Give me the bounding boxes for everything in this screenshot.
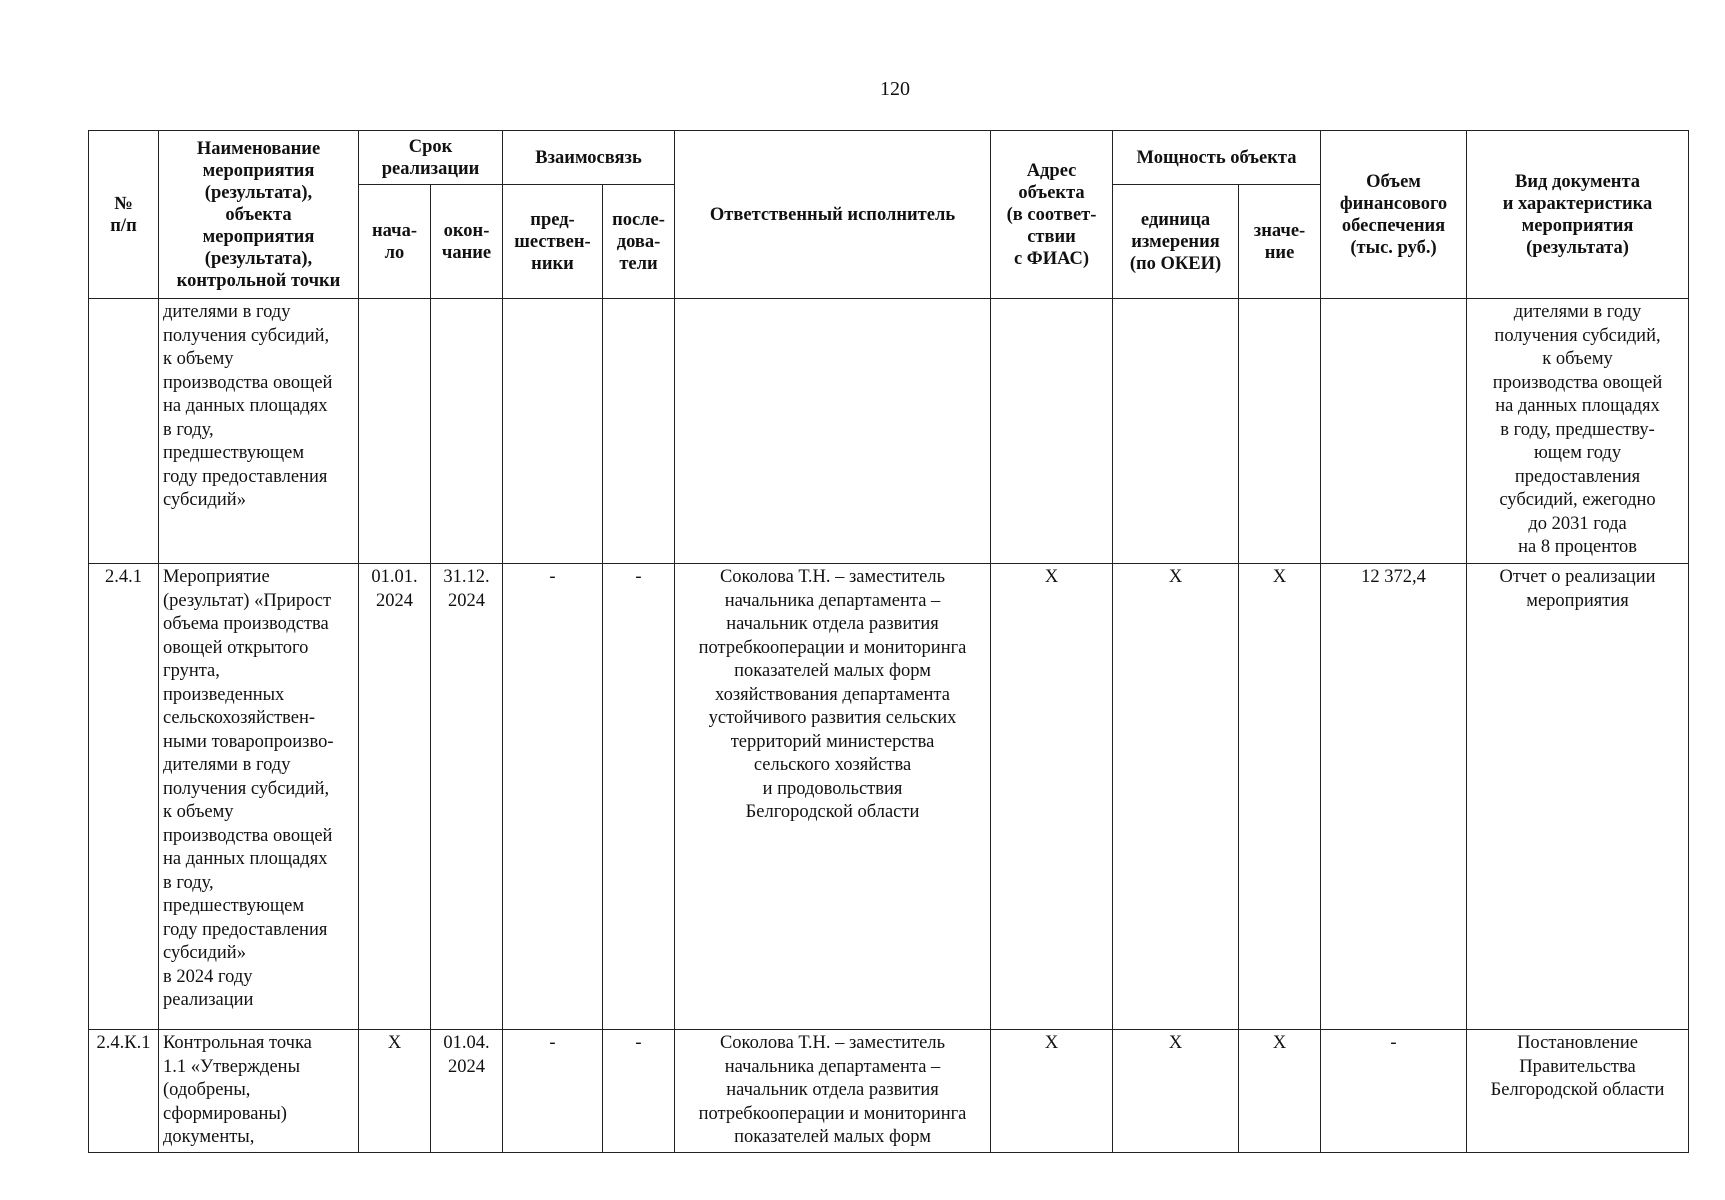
cell-executor: Соколова Т.Н. – заместитель начальника департамента – начальник отдела развития потребкооперации и мониторинга показателей малых форм хозяйствования департамента устойчивого развития сельских территорий министерства сельского хозяйства и продовольствия Белгородской области (675, 564, 991, 1030)
header-number: № п/п (89, 131, 159, 299)
cell-value: X (1239, 564, 1321, 1030)
cell-name: Мероприятие (результат) «Прирост объема производства овощей открытого грунта, произведенных сельскохозяйствен- ными товаропроизво- дителями в году получения субсидий, к объему производства овощей на данных площадях в году, предшествующем году предоставления субсидий» в 2024 году реализации (159, 564, 359, 1030)
cell-successors: - (603, 1030, 675, 1153)
cell-value: X (1239, 1030, 1321, 1153)
cell-finance: 12 372,4 (1321, 564, 1467, 1030)
header-term-end: окон- чание (431, 185, 503, 299)
cell-predecessors: - (503, 564, 603, 1030)
cell-document: Постановление Правительства Белгородской области (1467, 1030, 1689, 1153)
cell-successors: - (603, 564, 675, 1030)
cell-finance: - (1321, 1030, 1467, 1153)
cell-successors (603, 299, 675, 564)
cell-document: Отчет о реализации мероприятия (1467, 564, 1689, 1030)
table-row (89, 564, 1689, 1030)
cell-address (991, 299, 1113, 564)
cell-executor: Соколова Т.Н. – заместитель начальника департамента – начальник отдела развития потребкооперации и мониторинга показателей малых форм (675, 1030, 991, 1153)
cell-value (1239, 299, 1321, 564)
cell-end: 31.12. 2024 (431, 564, 503, 1030)
cell-end (431, 299, 503, 564)
header-address: Адрес объекта (в соответ- ствии с ФИАС) (991, 131, 1113, 299)
cell-name: дителями в году получения субсидий, к объему производства овощей на данных площадях в году, предшествующем году предоставления субсидий» (159, 299, 359, 564)
header-finance: Объем финансового обеспечения (тыс. руб.) (1321, 131, 1467, 299)
cell-start (359, 299, 431, 564)
cell-number: 2.4.К.1 (89, 1030, 159, 1153)
cell-number (89, 299, 159, 564)
cell-start: 01.01. 2024 (359, 564, 431, 1030)
cell-name: Контрольная точка 1.1 «Утверждены (одобрены, сформированы) документы, (159, 1030, 359, 1153)
cell-end: 01.04. 2024 (431, 1030, 503, 1153)
header-document: Вид документа и характеристика мероприятия (результата) (1467, 131, 1689, 299)
cell-executor (675, 299, 991, 564)
cell-predecessors: - (503, 1030, 603, 1153)
cell-address: X (991, 564, 1113, 1030)
header-row-1 (89, 131, 1689, 185)
cell-predecessors (503, 299, 603, 564)
header-capacity: Мощность объекта (1113, 131, 1321, 185)
header-name: Наименование мероприятия (результата), объекта мероприятия (результата), контрольной точки (159, 131, 359, 299)
table-row (89, 299, 1689, 564)
cell-unit: X (1113, 1030, 1239, 1153)
header-term: Срок реализации (359, 131, 503, 185)
page-number: 120 (880, 78, 910, 100)
cell-address: X (991, 1030, 1113, 1153)
header-executor: Ответственный исполнитель (675, 131, 991, 299)
activities-table (88, 130, 1689, 1153)
header-relation: Взаимосвязь (503, 131, 675, 185)
cell-unit (1113, 299, 1239, 564)
header-capacity-value: значе- ние (1239, 185, 1321, 299)
cell-finance (1321, 299, 1467, 564)
header-successors: после- дова- тели (603, 185, 675, 299)
header-capacity-unit: единица измерения (по ОКЕИ) (1113, 185, 1239, 299)
cell-document: дителями в году получения субсидий, к объему производства овощей на данных площадях в году, предшеству- ющем году предоставления субсидий, ежегодно до 2031 года на 8 процентов (1467, 299, 1689, 564)
cell-number: 2.4.1 (89, 564, 159, 1030)
cell-unit: X (1113, 564, 1239, 1030)
header-predecessors: пред- шествен- ники (503, 185, 603, 299)
table-row (89, 1030, 1689, 1153)
cell-start: X (359, 1030, 431, 1153)
header-term-start: нача- ло (359, 185, 431, 299)
